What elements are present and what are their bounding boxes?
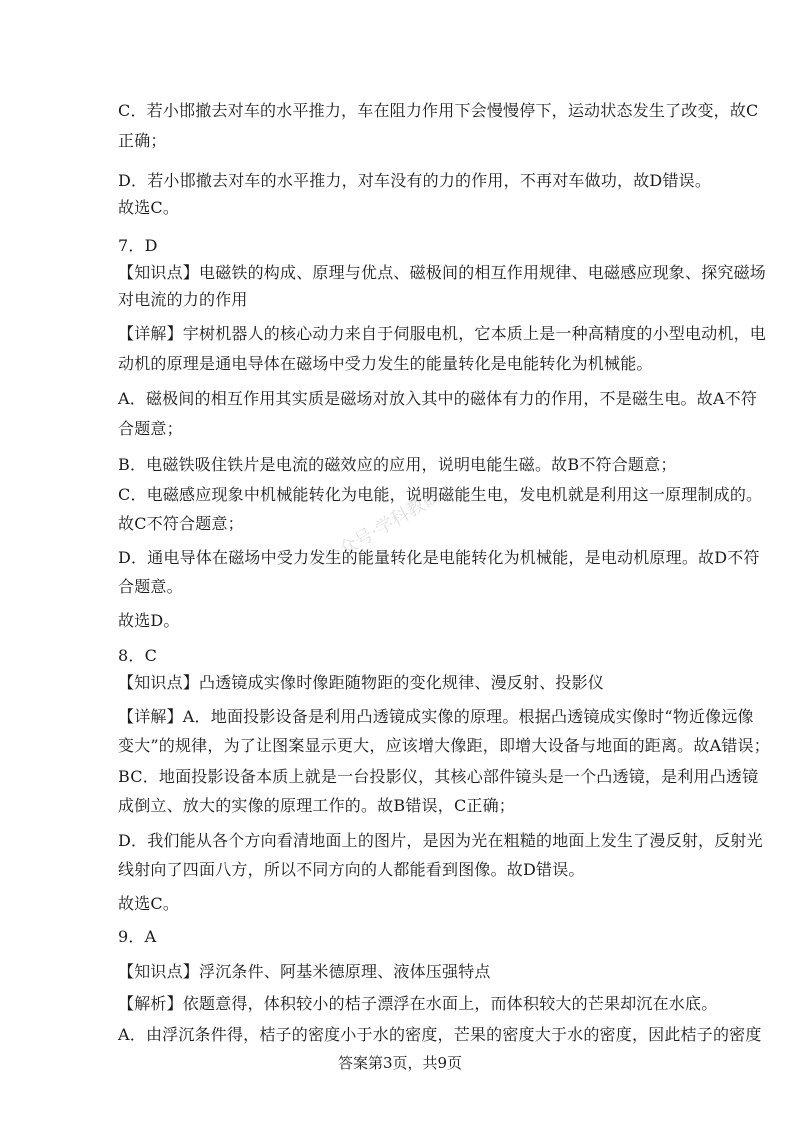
text-line: D．若小邯撤去对车的水平推力，对车没有的力的作用，不再对车做功，故D错误。 <box>118 171 712 190</box>
text-line: 合题意； <box>118 419 183 438</box>
text-line: 线射向了四面八方，所以不同方向的人都能看到图像。故D错误。 <box>118 860 585 879</box>
text-line: D．我们能从各个方向看清地面上的图片，是因为光在粗糙的地面上发生了漫反射，反射光 <box>118 831 763 850</box>
text-line: 【知识点】电磁铁的构成、原理与优点、磁极间的相互作用规律、电磁感应现象、探究磁场 <box>118 263 767 282</box>
text-line: 对电流的力的作用 <box>118 290 248 309</box>
text-line: 7．D <box>118 236 158 255</box>
text-line: 故选C。 <box>118 894 180 913</box>
text-line: 动机的原理是通电导体在磁场中受力发生的能量转化是电能转化为机械能。 <box>118 354 653 373</box>
text-line: 【详解】宇树机器人的核心动力来自于伺服电机，它本质上是一种高精度的小型电动机，电 <box>118 324 767 343</box>
watermark: 公众号·学科教研 <box>320 485 445 570</box>
text-line: 故C不符合题意； <box>118 514 244 533</box>
text-line: 故选D。 <box>118 611 180 630</box>
text-line: 【知识点】浮沉条件、阿基米德原理、液体压强特点 <box>118 962 491 981</box>
text-line: 正确； <box>118 131 167 150</box>
text-line: 合题意。 <box>118 577 183 596</box>
text-line: 【解析】依题意得，体积较小的桔子漂浮在水面上，而体积较大的芒果却沉在水底。 <box>118 994 718 1013</box>
text-line: 变大”的规律，为了让图案显示更大，应该增大像距，即增大设备与地面的距离。故A错误； <box>118 736 770 755</box>
text-line: BC．地面投影设备本质上就是一台投影仪，其核心部件镜头是一个凸透镜，是利用凸透镜 <box>118 767 759 786</box>
text-line: 9．A <box>118 927 157 946</box>
text-line: A．由浮沉条件得，桔子的密度小于水的密度，芒果的密度大于水的密度，因此桔子的密度 <box>118 1025 762 1044</box>
text-line: D．通电导体在磁场中受力发生的能量转化是电能转化为机械能，是电动机原理。故D不符 <box>118 548 760 567</box>
text-line: C．若小邯撤去对车的水平推力，车在阻力作用下会慢慢停下，运动状态发生了改变，故C <box>118 101 759 120</box>
text-line: 故选C。 <box>118 198 180 217</box>
text-line: 8．C <box>118 646 158 665</box>
page-footer: 答案第3页，共9页 <box>337 1054 463 1072</box>
text-line: 【知识点】凸透镜成实像时像距随物距的变化规律、漫反射、投影仪 <box>118 673 605 692</box>
text-line: C．电磁感应现象中机械能转化为电能，说明磁能生电，发电机就是利用这一原理制成的。 <box>118 485 763 504</box>
text-line: 【详解】A．地面投影设备是利用凸透镜成实像的原理。根据凸透镜成实像时“物近像远像 <box>118 707 754 726</box>
text-line: 成倒立、放大的实像的原理工作的。故B错误，C正确； <box>118 796 516 815</box>
text-line: B．电磁铁吸住铁片是电流的磁效应的应用，说明电能生磁。故B不符合题意； <box>118 455 677 474</box>
text-line: A．磁极间的相互作用其实质是磁场对放入其中的磁体有力的作用，不是磁生电。故A不符 <box>118 389 758 408</box>
